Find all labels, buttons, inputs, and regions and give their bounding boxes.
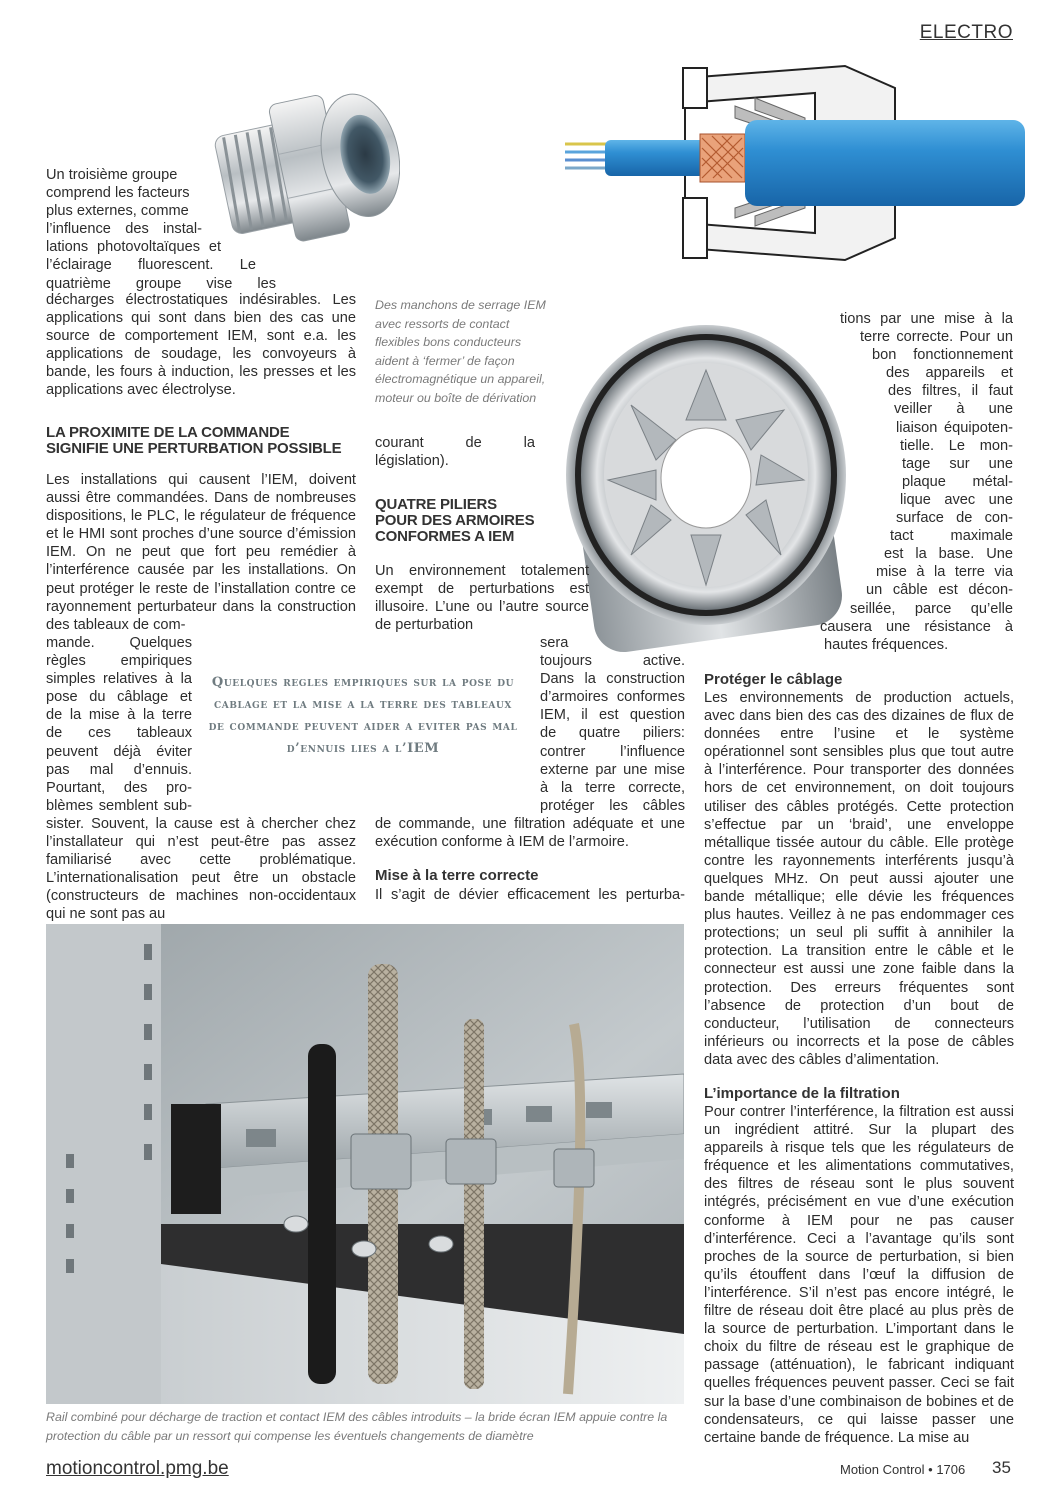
text-line: liaison équipoten- [896,419,1013,436]
footer-site-link[interactable]: motioncontrol.pmg.be [46,1458,229,1479]
text-line: à la terre correcte, [540,779,685,796]
text-line: lations photovoltaïques et [46,239,221,256]
text-line: d’armoires conformes [540,689,685,706]
col1-para2: sister. Souvent, la cause est à chercher chez l’installateur qui n’est peut-être pas assez familiarisé avec cette problématique. L’internationalisation peut être un obstacle (constructeurs de machines non-occidentaux qui ne sont pas au [46,816,356,923]
text-line: Dans la construction [540,671,685,688]
col3-para2: Pour contrer l’interférence, la filtration est aussi un ingrédient attitré. Sur la plupart des appareils à risque tels que les régulateurs de fréquence et les alimentations commutatives, des filtres de réseau sont le plus souvent intégrés, précisément en vue d’une exécution conforme à IEM pour ne pas causer d’interférence. Ceci a l’avantage qu’ils sont proches de la source de perturbation, si bien qu’ils étouffent dans l’œuf la diffusion de l’interférence. S’il n’est pas encore intégré, le filtre de réseau doit être placé au plus près de la source de perturbation. L’important dans le choix du filtre de réseau est le graphique de passage (atténuation), le fabricant indiquant quelles fréquences peuvent passer. Ceci se fait sur la base d’une combinaison de bobines et de condensateurs, ce qui laisse passer une certaine bande de fréquence. La mise au [704,1104,1014,1446]
text-line: pas mal d’ennuis. [46,761,192,778]
text-line: sera [540,635,569,651]
text-line: seillée, parce qu’elle [850,600,1013,617]
text-line: plus externes, comme [46,203,189,220]
page-number: 35 [992,1458,1011,1477]
caption-bottom: Rail combiné pour décharge de traction et contact IEM des câbles introduits – la bride écran IEM appuie contre la protection du câble par un ressort qui compense les éventuels changements de diamètre [46,1410,668,1443]
text-line: un câble est décon- [866,582,1013,599]
text-line: mise à la terre via [876,564,1013,581]
footer-issue: Motion Control • 1706 [840,1462,966,1477]
col2-para3: Il s’agit de dévier efficacement les perturba- [375,887,685,903]
text-line: peuvent déjà éviter [46,743,192,760]
text-line: quatrième groupe vise les [46,275,276,292]
text-line: comprend les facteurs [46,185,190,202]
section-tag: ELECTRO [919,22,1013,43]
text-line: IEM, il est question [540,707,685,724]
text-line: toujours active. [540,653,685,670]
text-line: bon fonctionnement [872,347,1013,364]
col2-heading: QUATRE PILIERS POUR DES ARMOIRES CONFORMES A IEM [375,496,535,545]
text-line: terre correcte. Pour un [860,329,1013,346]
text-line: surface de con- [896,510,1013,527]
pull-quote: Quelques regles empiriques sur la pose du cablage et la mise a la terre des tableaux de commande peuvent aider a eviter pas mal d’ennuis lies a l’IEM [208,675,518,756]
caption-top: Des manchons de serrage IEM avec ressorts de contact flexibles bons conducteurs aident à ‘fermer’ de façon électromagnétique un appareil, moteur ou boîte de dérivation [375,298,546,405]
text-line: hautes fréquences. [824,636,949,653]
text-line: règles empiriques [46,653,192,670]
gland-cross-section-diagram [565,48,1025,278]
col3-top-narrow [820,310,1013,654]
text-line: Pourtant, des pro- [46,779,192,796]
col1-intro-narrow [46,166,276,293]
col3-heading1: Protéger le câblage [704,671,843,688]
col2-para1: Un environnement totalement exempt de perturbations est illusoire. L’une ou l’autre source de perturbation [375,563,589,634]
col2-para0: courant de la législation). [375,435,535,470]
text-line: mande. Quelques [46,635,192,651]
gland-contact-springs-photo [556,300,846,655]
text-line: veiller à une [894,401,1013,418]
col2-heading2: Mise à la terre correcte [375,867,539,884]
text-line: contrer l’influence [540,743,685,760]
col1-heading: LA PROXIMITE DE LA COMMANDE SIGNIFIE UNE PERTURBATION POSSIBLE [46,424,342,457]
col1-para1: Les installations qui causent l’IEM, doivent aussi être commandées. Dans de nombreuses dispositions, le PLC, le régulateur de fréquence et le HMI sont proches d’une source d’émission IEM. On ne peut que fort peu remédier à l’interférence causée par les installations. On peut protéger le reste de l’installation contre ce rayonnement perturbateur dans la construction des tableaux de com- [46,472,356,633]
cabinet-rail-photo [46,924,684,1404]
col3-para1: Les environnements de production actuels, avec dans bien des cas des dizaines de flux de données entre l’usine et le système opérationnel sont sensibles plus que tout autre à l’interférence. Pour transporter des données hors de cet environnement, on doit toujours utiliser des câbles protégés. Cette protection s’effectue par un ‘braid’, une enveloppe métallique tissée autour du câble. Elle protège contre les rayonnements interférents jusqu’à quelques MHz. On peut aussi ajouter une bande métallique; elle dévie les fréquences plus hautes. Veillez à ne pas endommager ces protections; un seul pli suffit à annihiler la protection. La transition entre le câble et le connecteur est aussi une zone faible dans la protection. Des erreurs fréquentes sont l’absence de protection d’un bout de conducteur, l’utilisation de connecteurs inférieurs ou incorrects et la pose de câbles data avec des câbles d’alimentation. [704,690,1014,1068]
text-line: externe par une mise [540,761,685,778]
text-line: l’éclairage fluorescent. Le [46,257,256,274]
text-line: pose du câblage et [46,689,192,706]
text-line: plaque métal- [902,473,1013,490]
text-line: des filtres, il faut [888,383,1013,400]
col2-para2: de commande, une filtration adéquate et une exécution conforme à IEM de l’armoire. [375,816,685,851]
text-line: tions par une mise à la [840,311,1013,327]
text-line: de ces tableaux [46,725,192,742]
text-line: l’influence des instal- [46,221,202,238]
col1-intro-rest: décharges électrostatiques indésirables. Les applications qui sont dans bien des cas une source de comportement IEM, sont e.a. les applications de soudage, les convoyeurs à bande, les fours à induction, les presses et les applications avec électrolyse. [46,292,356,399]
col2-narrow [540,634,685,815]
text-line: blèmes semblent sub- [46,797,192,814]
col1-narrow [46,634,192,815]
text-line: tielle. Le mon- [900,437,1013,454]
text-line: protéger les câbles [540,797,685,814]
text-line: est la base. Une [884,546,1013,563]
text-line: causera une résistance à [820,618,1013,635]
text-line: simples relatives à la [46,671,192,688]
text-line: des appareils et [886,365,1013,382]
text-line: de la mise à la terre [46,707,192,724]
text-line: Un troisième groupe [46,167,178,183]
text-line: tage sur une [902,455,1013,472]
text-line: de quatre piliers: [540,725,685,742]
col3-heading2: L’importance de la filtration [704,1085,900,1102]
text-line: tact maximale [890,528,1013,545]
text-line: lique avec une [900,491,1013,508]
